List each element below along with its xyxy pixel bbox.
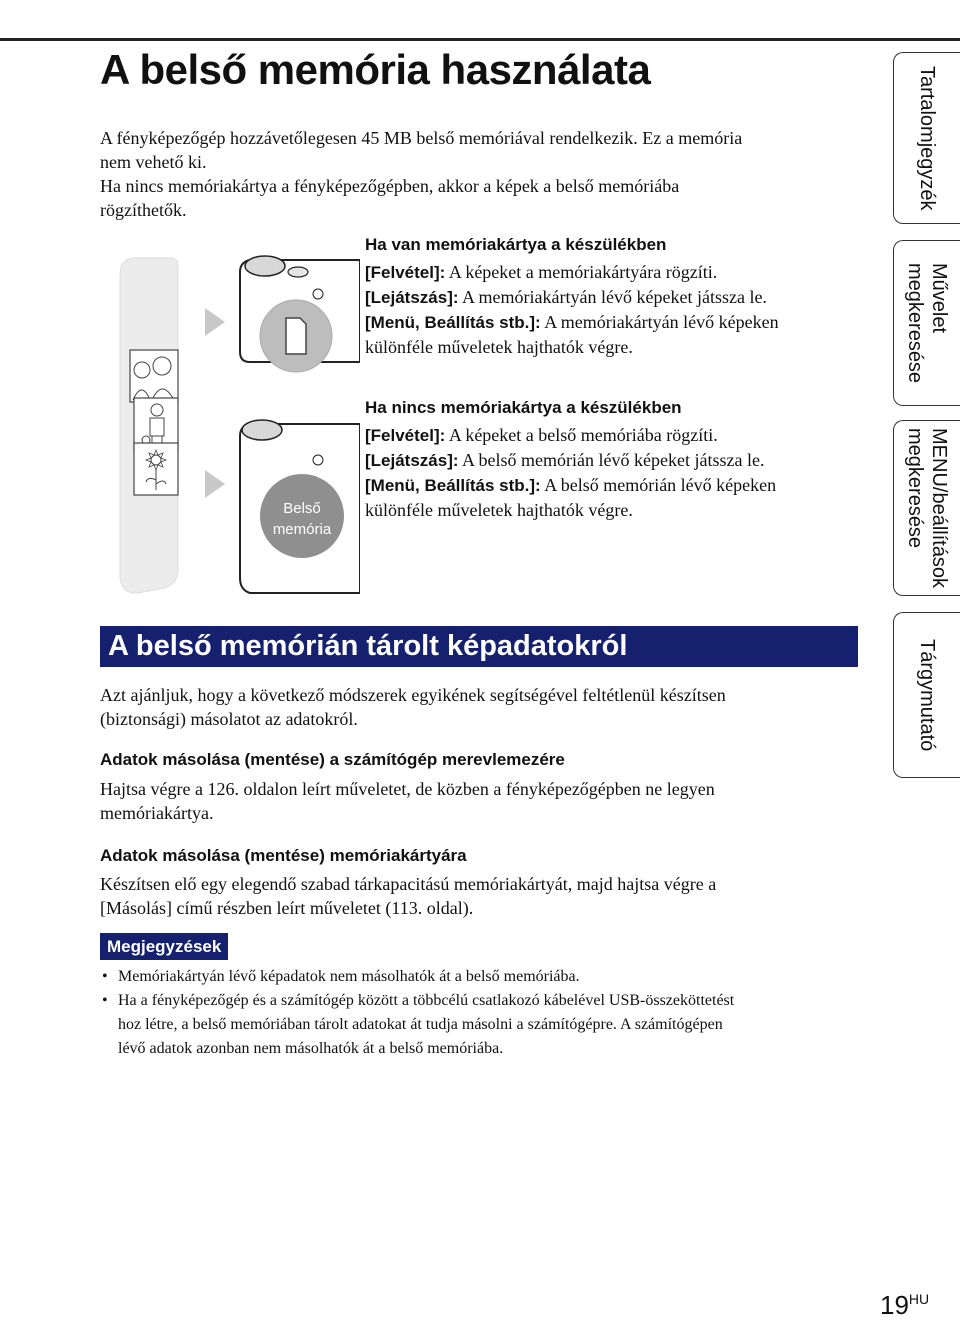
subsection-heading-hdd: Adatok másolása (mentése) a számítógép merevlemezére <box>100 750 565 769</box>
menu-label: [Menü, Beállítás stb.]: <box>365 313 541 332</box>
menu-text: A memóriakártyán lévő képeken <box>544 312 779 332</box>
without-card-heading: Ha nincs memóriakártya a készülékben <box>365 398 682 417</box>
page-locale-suffix: HU <box>908 1291 930 1307</box>
tab-menu-settings-line-2: megkeresése <box>904 427 926 549</box>
camera-memory-illustration <box>100 238 360 598</box>
intro-paragraph <box>100 126 880 222</box>
camera-with-card-icon <box>240 256 360 372</box>
tab-operation-search-line-1: Művelet <box>928 262 950 333</box>
tab-operation-search[interactable] <box>893 240 960 406</box>
section-title: A belső memórián tárolt képadatokról <box>108 630 628 662</box>
tab-index-label: Tárgymutató <box>916 638 938 752</box>
intro-line-3: Ha nincs memóriakártya a fényképezőgépben, akkor a képek a belső memóriába <box>100 176 680 196</box>
tab-table-of-contents[interactable] <box>893 52 960 224</box>
internal-memory-label-line-1: Belső <box>283 500 321 517</box>
child-photo-icon <box>134 398 178 450</box>
without-card-menu-line <box>365 473 865 498</box>
arrow-right-icon <box>205 470 225 498</box>
without-card-play-line <box>365 448 865 473</box>
play-label: [Lejátszás]: <box>365 451 459 470</box>
family-photo-icon <box>130 350 178 402</box>
tab-menu-settings-search[interactable] <box>893 420 960 596</box>
rec-label: [Felvétel]: <box>365 426 446 445</box>
page-title: A belső memória használata <box>100 46 651 93</box>
menu-label: [Menü, Beállítás stb.]: <box>365 476 541 495</box>
without-card-block <box>365 396 865 523</box>
tab-operation-search-line-2: megkeresése <box>904 262 926 384</box>
tab-menu-settings-search-label <box>903 428 951 588</box>
notes-badge: Megjegyzések <box>100 933 228 960</box>
with-card-play-line <box>365 285 865 310</box>
memory-card-icon <box>286 318 306 354</box>
subsection-heading-card: Adatok másolása (mentése) memóriakártyára <box>100 846 467 865</box>
note-item <box>100 989 870 1061</box>
subsection-card-line-2: [Másolás] című részben leírt műveletet (113. oldal). <box>100 898 474 918</box>
tab-menu-settings-line-1: MENU/beállítások <box>928 427 950 589</box>
with-card-heading: Ha van memóriakártya a készülékben <box>365 235 667 254</box>
without-card-menu-line-2: különféle műveletek hajthatók végre. <box>365 500 633 520</box>
internal-memory-label-line-2: memória <box>272 521 332 538</box>
rec-text: A képeket a belső memóriába rögzíti. <box>448 425 718 445</box>
tab-operation-search-label <box>903 263 951 383</box>
section-body-line-1: Azt ajánljuk, hogy a következő módszerek egyikének segítségével feltétlenül készítsen <box>100 685 726 705</box>
top-rule <box>0 38 960 41</box>
tab-index[interactable] <box>893 612 960 778</box>
intro-line-1: A fényképezőgép hozzávetőlegesen 45 MB belső memóriával rendelkezik. Ez a memória <box>100 128 743 148</box>
tab-table-of-contents-label: Tartalomjegyzék <box>916 65 938 211</box>
play-text: A memóriakártyán lévő képeket játssza le. <box>462 287 767 307</box>
with-card-menu-line <box>365 310 865 335</box>
section-body-line-2: (biztonsági) másolatot az adatokról. <box>100 709 358 729</box>
page-number <box>880 1290 929 1321</box>
intro-line-4: rögzíthetők. <box>100 200 187 220</box>
note-item-line-1: Ha a fényképezőgép és a számítógép között a többcélú csatlakozó kábelével USB-összeköttetést <box>118 992 735 1009</box>
without-card-rec-line <box>365 423 865 448</box>
intro-line-2: nem vehető ki. <box>100 152 207 172</box>
subsection-hdd-text <box>100 777 880 825</box>
menu-text: A belső memórián lévő képeken <box>544 475 777 495</box>
with-card-rec-line <box>365 260 865 285</box>
note-item-line-3: lévő adatok azonban nem másolhatók át a belső memóriába. <box>118 1040 504 1057</box>
note-item: • Memóriakártyán lévő képadatok nem másolhatók át a belső memóriába. <box>100 965 870 989</box>
with-card-block <box>365 233 865 360</box>
with-card-menu-line-2: különféle műveletek hajthatók végre. <box>365 337 633 357</box>
arrow-right-icon <box>205 308 225 336</box>
flower-photo-icon <box>134 443 178 495</box>
subsection-card-text <box>100 872 880 920</box>
section-header-bar <box>100 626 858 667</box>
rec-text: A képeket a memóriakártyára rögzíti. <box>448 262 718 282</box>
internal-memory-label <box>262 498 342 540</box>
subsection-card-line-1: Készítsen elő egy elegendő szabad tárkapacitású memóriakártyát, majd hajtsa végre a <box>100 874 717 894</box>
page-number-value: 19 <box>880 1290 909 1320</box>
play-text: A belső memórián lévő képeket játssza le. <box>462 450 765 470</box>
note-item-line-2: hoz létre, a belső memóriában tárolt adatokat át tudja másolni a számítógépre. A számítógépen <box>118 1016 723 1033</box>
subsection-hdd-line-2: memóriakártya. <box>100 803 214 823</box>
subsection-hdd-line-1: Hajtsa végre a 126. oldalon leírt műveletet, de közben a fényképezőgépben ne legyen <box>100 779 715 799</box>
play-label: [Lejátszás]: <box>365 288 459 307</box>
notes-list <box>100 965 870 1061</box>
rec-label: [Felvétel]: <box>365 263 446 282</box>
section-body <box>100 683 880 731</box>
